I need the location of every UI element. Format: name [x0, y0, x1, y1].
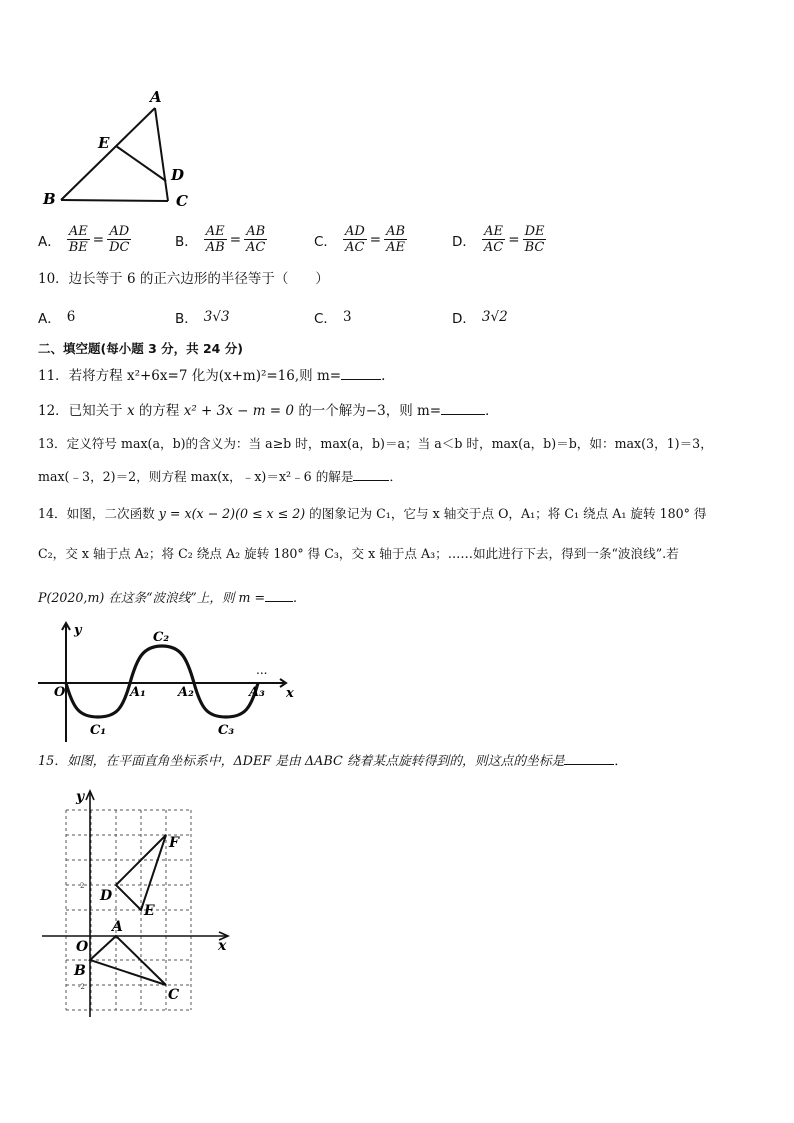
q11-tail: . [381, 368, 386, 384]
option-text: 3 [342, 309, 352, 325]
q15-tail: ． [614, 754, 628, 769]
point-A2: A₂ [178, 685, 194, 700]
continuation-dots: ... [256, 663, 268, 677]
q13-line2-text: max(﹣3，2)＝2，则方程 max(x，﹣x)＝x²﹣6 的解是 [38, 469, 354, 484]
q14-wave-figure [34, 620, 304, 745]
label-B: B [43, 190, 56, 208]
q10-option-c[interactable] [314, 307, 352, 327]
q11 [38, 365, 385, 385]
option-label: D． [452, 233, 476, 250]
q12-tail: ． [485, 403, 499, 419]
axis-y-label: y [76, 789, 85, 805]
label-E: E [144, 903, 155, 919]
q13-tail: ． [389, 469, 403, 484]
label-A: A [112, 919, 123, 935]
q9-triangle-figure [38, 88, 198, 213]
frac-num: AB [386, 224, 406, 239]
option-label: A． [38, 311, 61, 327]
option-label: D． [452, 311, 476, 327]
origin-label: O [76, 939, 89, 955]
answer-blank[interactable] [341, 365, 381, 380]
origin-label: O [54, 685, 66, 700]
q12-equation: x² + 3x − m = 0 [183, 403, 295, 419]
axis-y-label: y [74, 623, 82, 638]
frac-num: AB [246, 224, 266, 239]
q12-mid: 的方程 [138, 403, 180, 419]
section-heading: 二、填空题(每小题 3 分，共 24 分) [38, 341, 243, 356]
frac-den: AB [205, 240, 225, 255]
q14-tail: . [293, 590, 298, 605]
answer-blank[interactable] [353, 466, 389, 481]
q14-function: y = x(x − 2)(0 ≤ x ≤ 2) [158, 506, 306, 521]
curve-C1: C₁ [90, 723, 107, 738]
frac-den: AC [246, 240, 266, 255]
q13-line2 [38, 466, 402, 486]
frac-num: AE [484, 224, 504, 239]
frac-den: AC [483, 240, 504, 255]
answer-blank[interactable] [265, 587, 293, 602]
q15-grid-figure [38, 785, 238, 1020]
option-label: C． [314, 311, 337, 327]
q10-option-a[interactable] [38, 307, 75, 327]
option-text: 3√2 [481, 309, 508, 325]
frac-num: AE [205, 224, 225, 239]
frac-den: BC [524, 240, 545, 255]
frac-num: AD [344, 224, 365, 239]
tick-2: 2 [80, 882, 85, 890]
axis-x-label: x [218, 938, 227, 954]
frac-num: AD [109, 224, 130, 239]
answer-blank[interactable] [564, 750, 614, 765]
q9-option-d[interactable]: D． $\frac{AE}{AC}$ = $\frac{DE}{BC}$ [452, 224, 545, 255]
option-label: A． [38, 233, 61, 250]
option-text: 3√3 [203, 309, 230, 325]
curve-C2: C₂ [153, 630, 170, 645]
q10-option-d[interactable] [452, 307, 508, 327]
q12 [38, 400, 499, 420]
label-A: A [150, 88, 162, 106]
q14-line1-b: 的图象记为 C₁，它与 x 轴交于点 O，A₁；将 C₁ 绕点 A₁ 旋转 180° 得 [309, 506, 707, 521]
q14-line3 [38, 587, 297, 607]
label-B: B [74, 963, 86, 979]
frac-den: BE [68, 240, 88, 255]
q9-option-c[interactable]: C． $\frac{AD}{AC}$ = $\frac{AB}{AE}$ [314, 224, 406, 255]
frac-num: AE [68, 224, 88, 239]
tick-neg2: -2 [78, 983, 85, 991]
label-C: C [176, 192, 188, 210]
q12-post: 的一个解为−3，则 m= [298, 403, 442, 419]
q13-line1: 13．定义符号 max(a，b)的含义为：当 a≥b 时，max(a，b)＝a；当 a＜b 时，max(a，b)＝b，如：max(3，1)＝3， [38, 436, 713, 451]
q10-stem: 10．边长等于 6 的正六边形的半径等于（ ） [38, 271, 329, 287]
option-label: B． [175, 311, 198, 327]
wave-curve [66, 646, 258, 717]
option-text: 6 [66, 309, 76, 325]
q9-option-b[interactable]: B． $\frac{AE}{AB}$ = $\frac{AB}{AC}$ [175, 224, 266, 255]
frac-den: AE [386, 240, 405, 255]
frac-den: DC [109, 240, 130, 255]
q14-line2: C₂，交 x 轴于点 A₂；将 C₂ 绕点 A₂ 旋转 180° 得 C₃，交 x 轴于点 A₃；……如此进行下去，得到一条“波浪线”.若 [38, 546, 679, 561]
point-A1: A₁ [130, 685, 146, 700]
point-A3: A₃ [249, 685, 265, 700]
axis-x-label: x [286, 686, 294, 701]
answer-blank[interactable] [441, 400, 485, 415]
frac-num: DE [524, 224, 545, 239]
curve-C3: C₃ [218, 723, 235, 738]
q15-stem: 15．如图，在平面直角坐标系中，ΔDEF 是由 ΔABC 绕着某点旋转得到的，则这点的坐标是 [38, 754, 565, 769]
option-label: B． [175, 233, 198, 250]
option-label: C． [314, 233, 337, 250]
q9-option-a[interactable]: A． $\frac{AE}{BE}$ = $\frac{AD}{DC}$ [38, 224, 130, 255]
label-E: E [98, 134, 110, 152]
label-C: C [168, 987, 180, 1003]
q15 [38, 750, 627, 771]
q12-pre: 12．已知关于 [38, 403, 123, 419]
label-D: D [171, 166, 185, 184]
q14-line1-a: 14．如图，二次函数 [38, 506, 155, 521]
label-F: F [169, 835, 179, 851]
frac-den: AC [345, 240, 365, 255]
q10-option-b[interactable] [175, 307, 230, 327]
label-D: D [100, 888, 113, 904]
q14-line3-text: P(2020,m) 在这条“波浪线”上，则 m = [38, 590, 266, 605]
q11-stem: 11．若将方程 x²+6x=7 化为(x+m)²=16,则 m= [38, 368, 342, 384]
q12-var: x [126, 403, 135, 419]
q14-line1 [38, 505, 707, 523]
